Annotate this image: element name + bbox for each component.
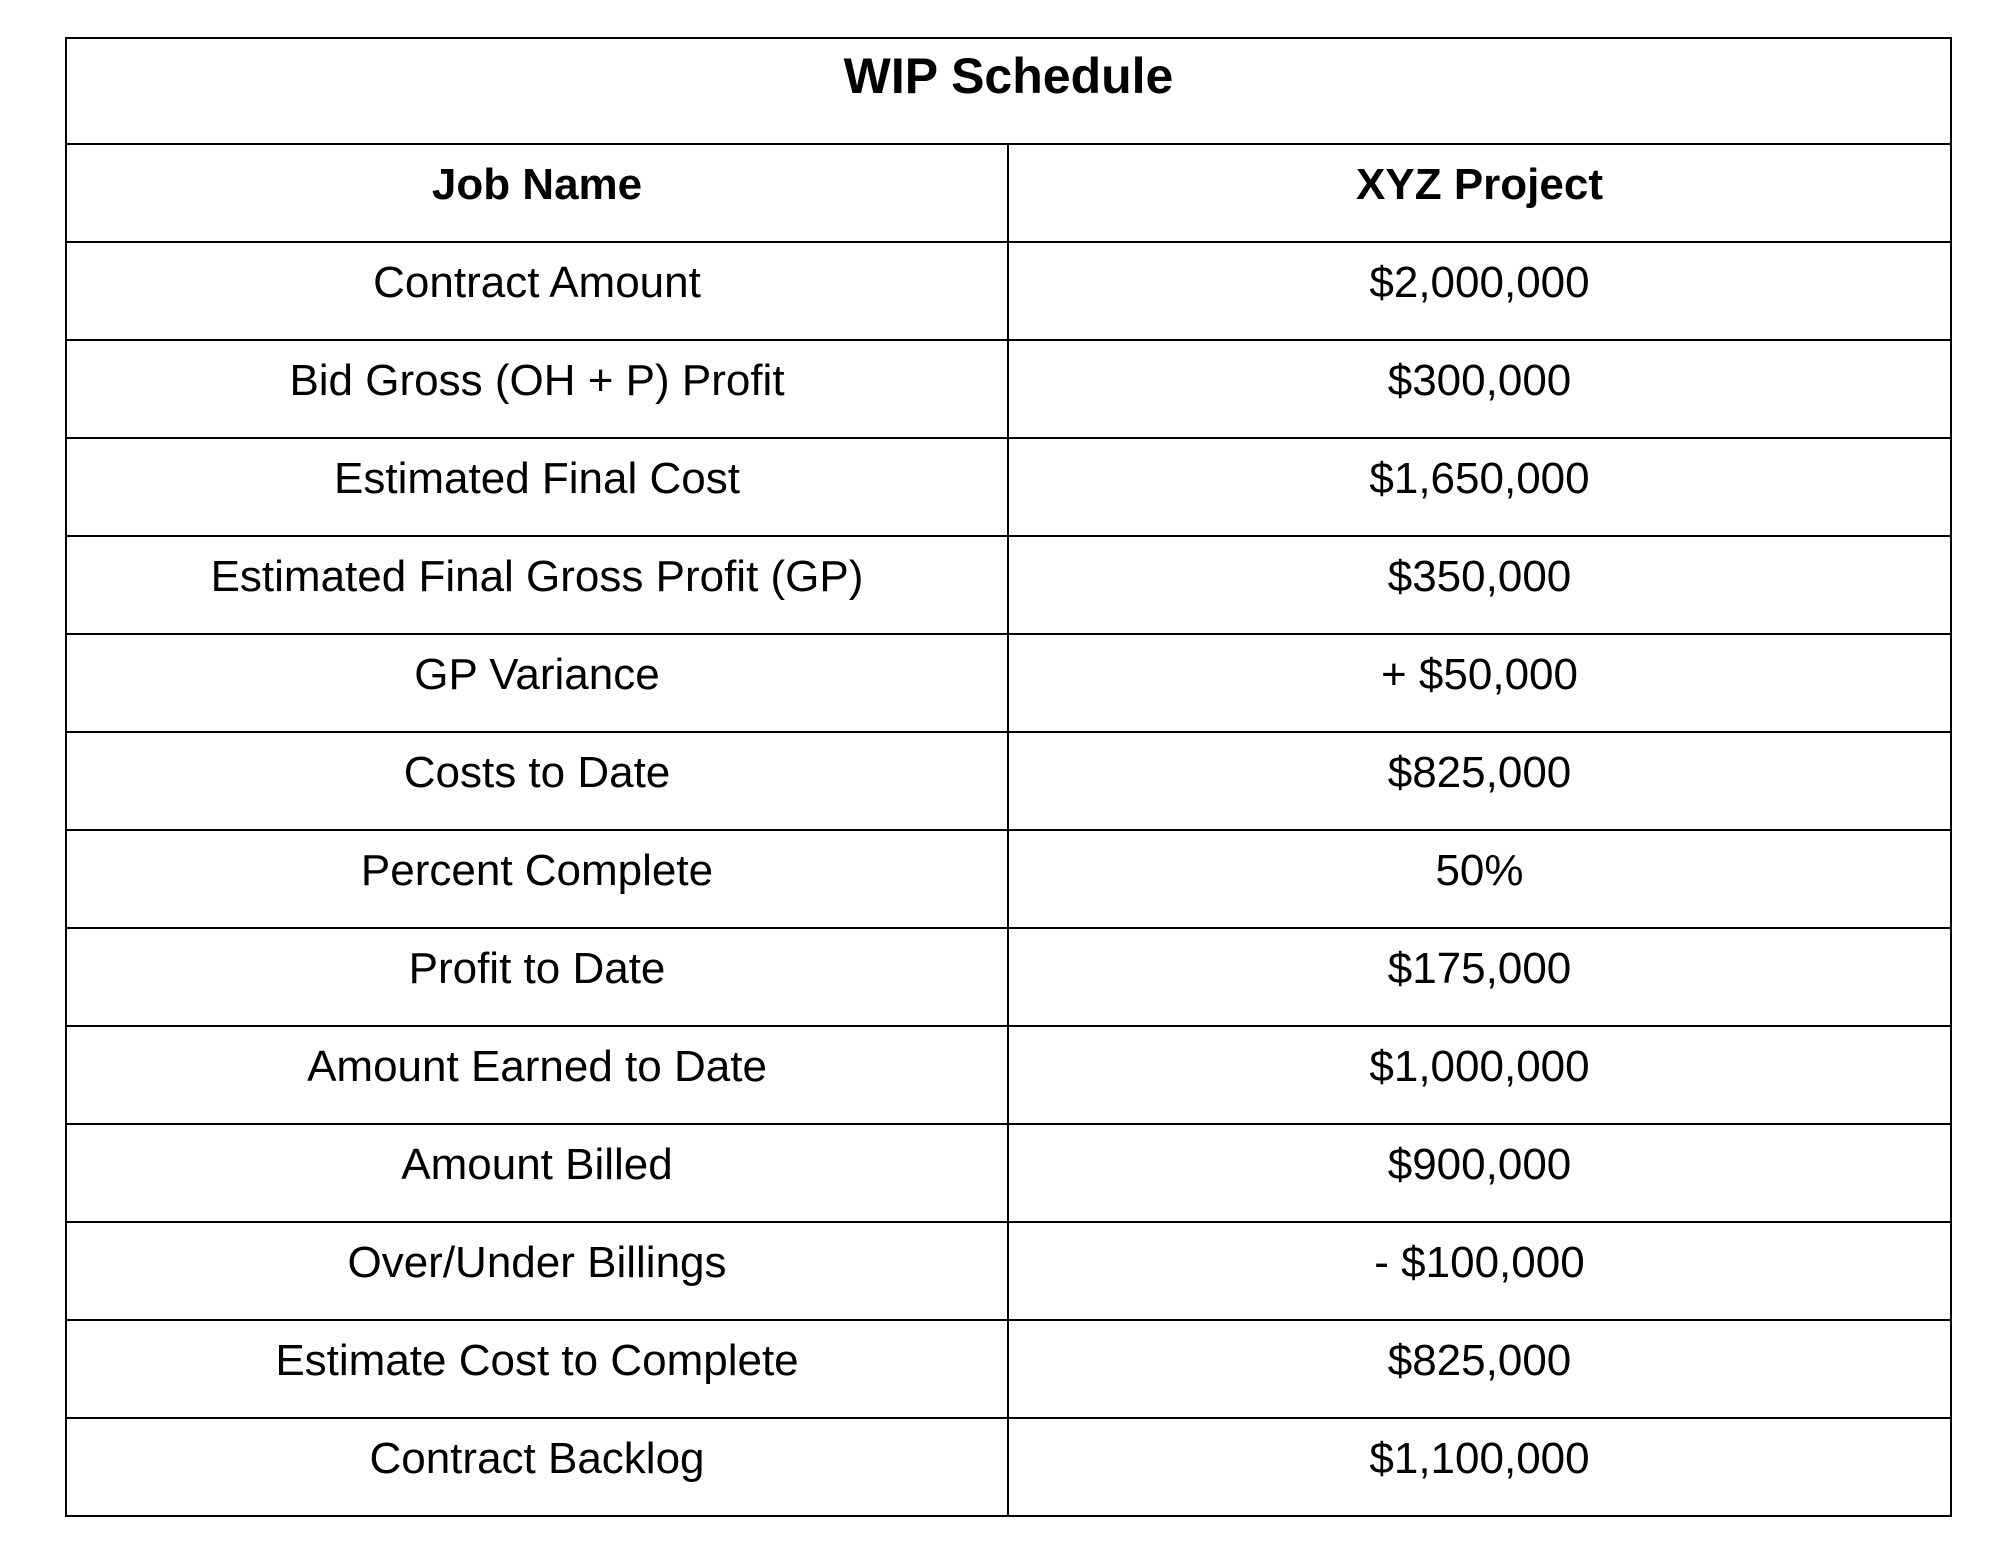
row-label: Amount Earned to Date [66, 1026, 1008, 1124]
header-job-name: Job Name [66, 144, 1008, 242]
table-row [66, 438, 1951, 536]
row-value: $1,100,000 [1008, 1418, 1951, 1516]
row-value: $1,000,000 [1008, 1026, 1951, 1124]
table-title-row [66, 38, 1951, 144]
table-row [66, 1124, 1951, 1222]
table-row [66, 536, 1951, 634]
row-value: $1,650,000 [1008, 438, 1951, 536]
table-row [66, 830, 1951, 928]
wip-schedule-table [65, 37, 1952, 1517]
row-label: Over/Under Billings [66, 1222, 1008, 1320]
table-row [66, 1222, 1951, 1320]
header-project-name: XYZ Project [1008, 144, 1951, 242]
row-value: + $50,000 [1008, 634, 1951, 732]
row-label: Costs to Date [66, 732, 1008, 830]
table-row [66, 242, 1951, 340]
row-label: Estimate Cost to Complete [66, 1320, 1008, 1418]
row-label: Percent Complete [66, 830, 1008, 928]
row-value: $175,000 [1008, 928, 1951, 1026]
table-header-row [66, 144, 1951, 242]
row-value: $350,000 [1008, 536, 1951, 634]
table-row [66, 340, 1951, 438]
table-row [66, 634, 1951, 732]
row-label: GP Variance [66, 634, 1008, 732]
row-value: $900,000 [1008, 1124, 1951, 1222]
table-title: WIP Schedule [66, 38, 1951, 144]
row-label: Contract Amount [66, 242, 1008, 340]
row-value: 50% [1008, 830, 1951, 928]
row-value: $825,000 [1008, 1320, 1951, 1418]
row-value: $300,000 [1008, 340, 1951, 438]
row-label: Estimated Final Gross Profit (GP) [66, 536, 1008, 634]
table-row [66, 1418, 1951, 1516]
row-label: Bid Gross (OH + P) Profit [66, 340, 1008, 438]
row-value: $825,000 [1008, 732, 1951, 830]
table-row [66, 732, 1951, 830]
row-label: Estimated Final Cost [66, 438, 1008, 536]
row-label: Profit to Date [66, 928, 1008, 1026]
table-row [66, 928, 1951, 1026]
row-value: $2,000,000 [1008, 242, 1951, 340]
table-row [66, 1026, 1951, 1124]
row-label: Contract Backlog [66, 1418, 1008, 1516]
row-label: Amount Billed [66, 1124, 1008, 1222]
table-row [66, 1320, 1951, 1418]
row-value: - $100,000 [1008, 1222, 1951, 1320]
